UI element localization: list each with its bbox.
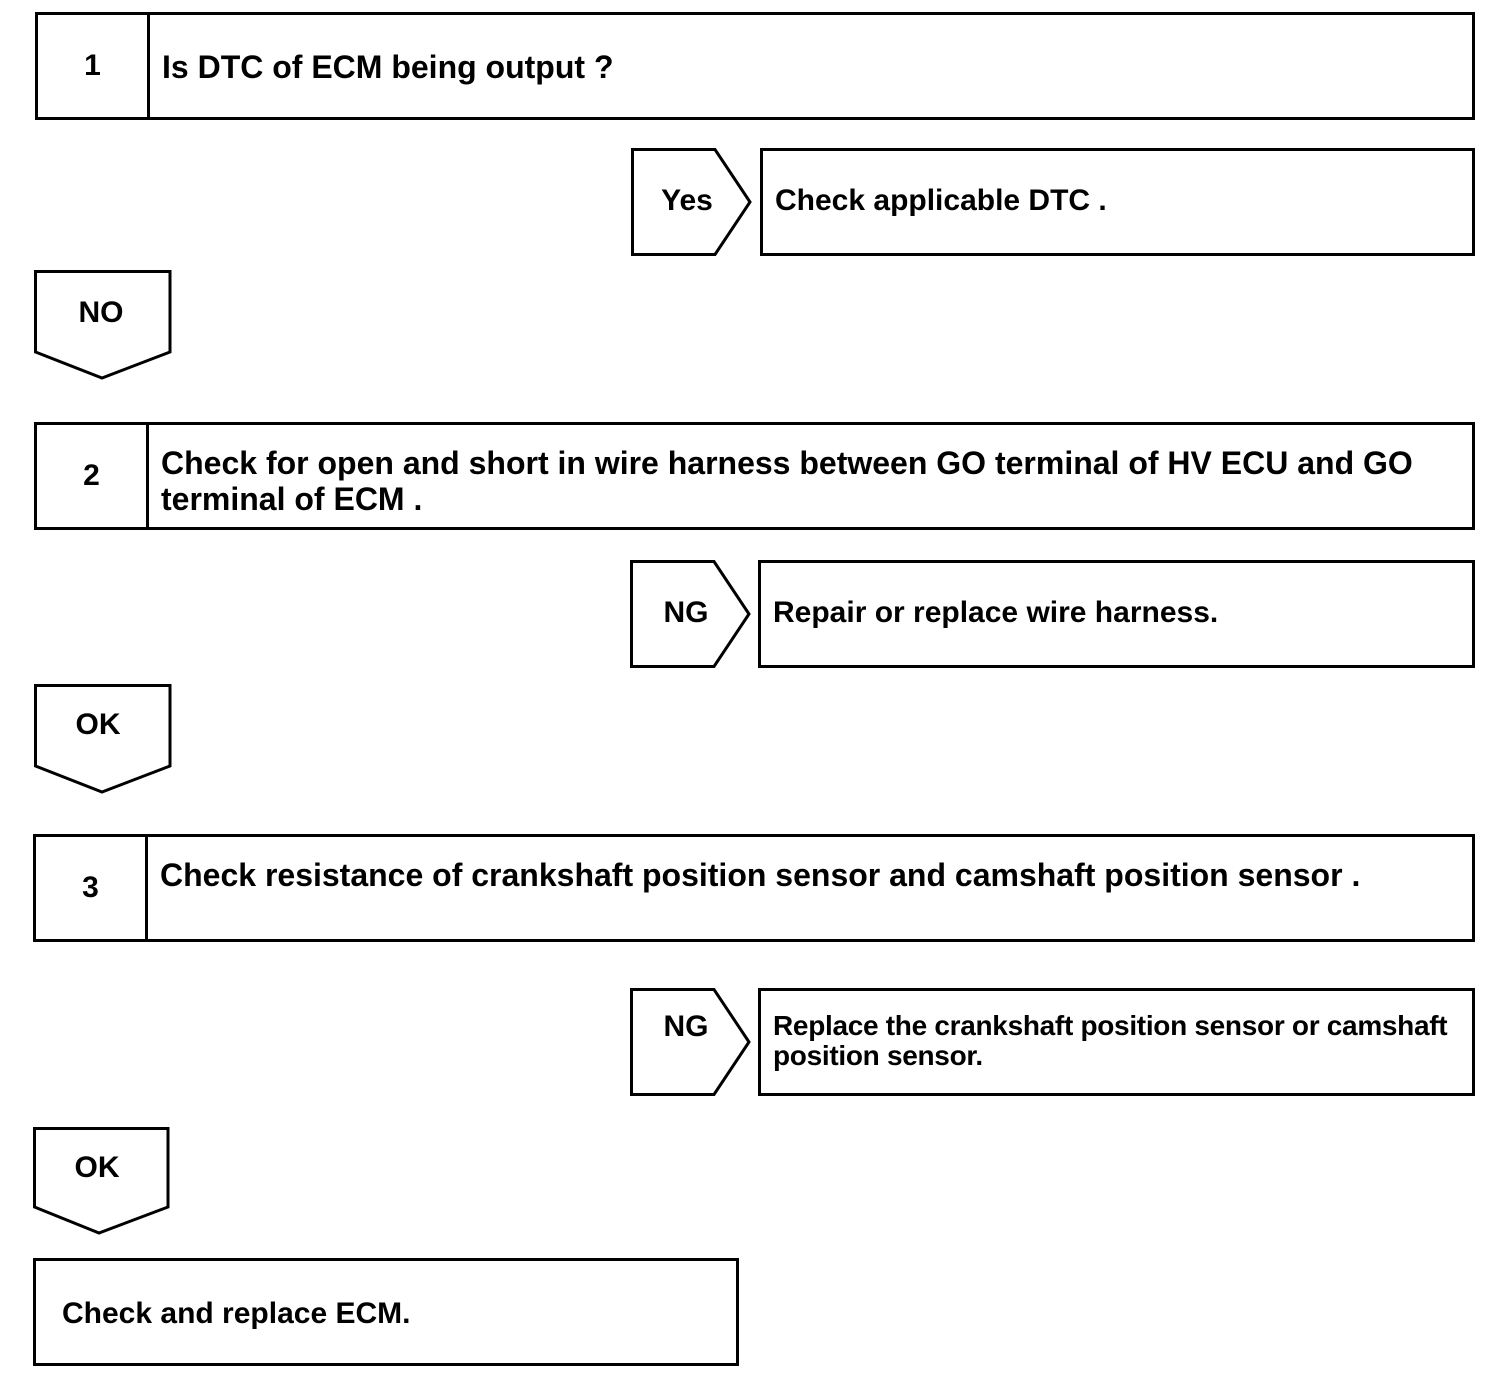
branch-label: NG <box>663 1010 709 1043</box>
step-question: Is DTC of ECM being output ? <box>162 49 614 85</box>
step-number: 2 <box>37 425 149 527</box>
step-question: Check for open and short in wire harness between GO terminal of HV ECU and GO terminal of ECM . <box>161 445 1413 517</box>
step-2-box <box>34 422 1475 530</box>
continue-label: NO <box>78 296 124 329</box>
branch-label: NG <box>663 596 709 629</box>
result-text: Replace the crankshaft position sensor or camshaft position sensor. <box>773 1010 1448 1071</box>
continue-label: OK <box>75 708 121 741</box>
step-question: Check resistance of crankshaft position sensor and camshaft position sensor . <box>160 857 1361 893</box>
result-box-2 <box>758 560 1475 668</box>
result-text: Repair or replace wire harness. <box>773 596 1219 629</box>
step-3-box <box>33 834 1475 942</box>
continue-label: OK <box>74 1151 120 1184</box>
ok-arrow-2 <box>33 1127 171 1239</box>
ok-arrow-1 <box>34 684 172 796</box>
step-number: 3 <box>36 837 148 939</box>
final-action-box <box>33 1258 739 1366</box>
no-arrow <box>34 270 172 382</box>
step-1-box <box>35 12 1475 120</box>
branch-label: Yes <box>661 184 713 217</box>
step-number: 1 <box>38 15 150 117</box>
result-box-1 <box>760 148 1475 256</box>
result-text: Check applicable DTC . <box>775 184 1107 217</box>
final-action-text: Check and replace ECM. <box>62 1297 411 1330</box>
ng-arrow-2 <box>630 988 752 1096</box>
result-box-3 <box>758 988 1475 1096</box>
yes-arrow <box>631 148 753 256</box>
ng-arrow-1 <box>630 560 752 668</box>
